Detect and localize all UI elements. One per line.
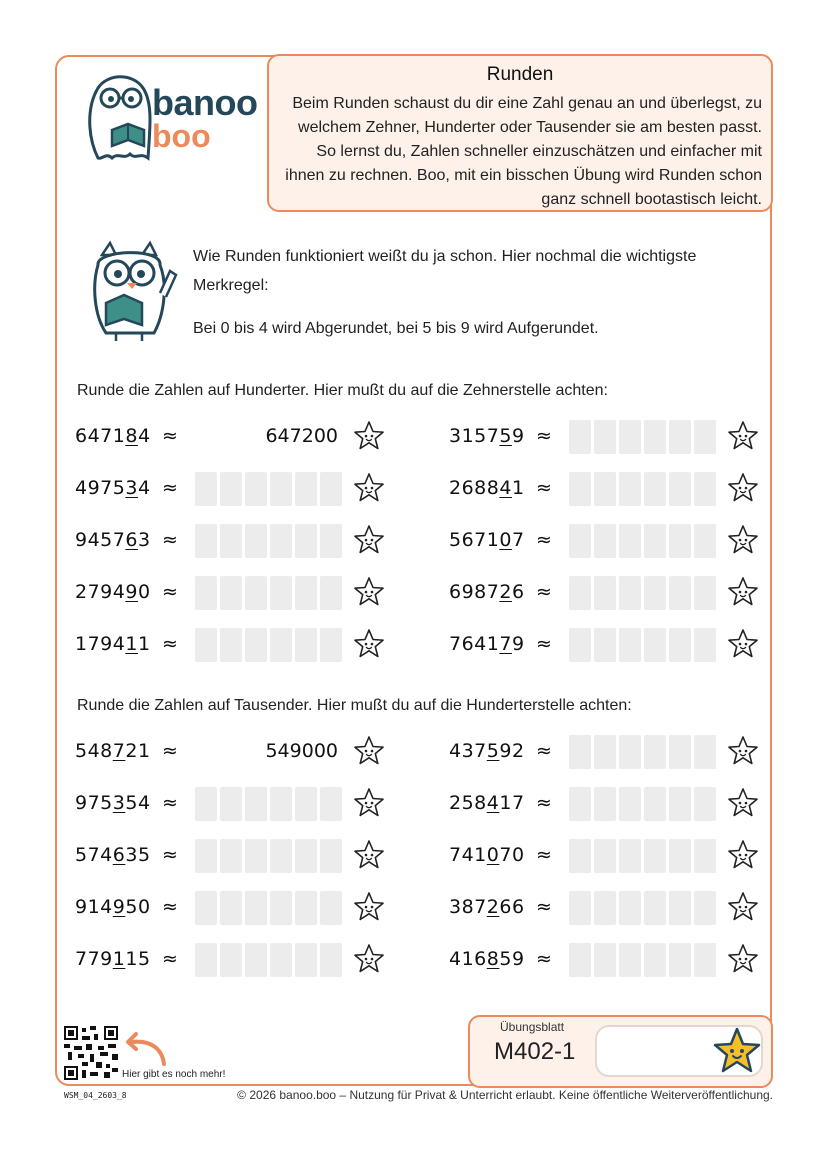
digit-box[interactable]	[644, 943, 666, 977]
digit-box[interactable]	[669, 472, 691, 506]
digit-box[interactable]	[245, 787, 267, 821]
digit-box[interactable]	[619, 787, 641, 821]
digit-box[interactable]	[619, 943, 641, 977]
digit-box[interactable]	[694, 576, 716, 610]
digit-box[interactable]	[569, 787, 591, 821]
star-check-icon[interactable]	[353, 943, 385, 975]
digit-box[interactable]	[669, 943, 691, 977]
digit-box[interactable]	[669, 420, 691, 454]
approx-sign: ≈	[162, 425, 178, 447]
digit-box[interactable]	[195, 628, 217, 662]
answer-digit-boxes[interactable]	[195, 943, 342, 977]
exercise-number	[449, 948, 525, 970]
number-suffix: 70	[499, 844, 525, 866]
exercise-number	[75, 425, 151, 447]
number-prefix: 5671	[449, 529, 500, 551]
digit-box[interactable]	[270, 576, 292, 610]
number-suffix: 1	[137, 633, 151, 655]
digit-box[interactable]	[619, 891, 641, 925]
digit-box[interactable]	[195, 943, 217, 977]
digit-box[interactable]	[270, 891, 292, 925]
section-title-hundreds: Runde die Zahlen auf Hunderter. Hier mußt du auf die Zehnerstelle achten:	[77, 382, 608, 399]
digit-box[interactable]	[220, 524, 242, 558]
number-suffix: 3	[137, 529, 151, 551]
digit-box[interactable]	[619, 420, 641, 454]
exercise-number	[75, 477, 151, 499]
number-marked-digit: 9	[125, 581, 138, 603]
exercise-number	[75, 581, 151, 603]
exercise-number	[449, 633, 525, 655]
digit-box[interactable]	[644, 628, 666, 662]
worksheet-title: Runden	[486, 64, 554, 85]
digit-box[interactable]	[245, 576, 267, 610]
digit-box[interactable]	[644, 891, 666, 925]
answer-digit-boxes[interactable]	[569, 943, 716, 977]
digit-box[interactable]	[619, 735, 641, 769]
digit-box[interactable]	[270, 628, 292, 662]
digit-box[interactable]	[669, 735, 691, 769]
number-suffix: 4	[137, 477, 151, 499]
digit-box[interactable]	[644, 420, 666, 454]
number-marked-digit: 6	[125, 529, 138, 551]
digit-box[interactable]	[320, 943, 342, 977]
owl-mascot-icon	[72, 235, 190, 347]
digit-box[interactable]	[619, 628, 641, 662]
digit-box[interactable]	[245, 524, 267, 558]
digit-box[interactable]	[320, 839, 342, 873]
number-suffix: 9	[511, 425, 525, 447]
number-marked-digit: 1	[112, 948, 126, 970]
digit-box[interactable]	[644, 839, 666, 873]
star-check-icon[interactable]	[727, 472, 759, 504]
digit-box[interactable]	[594, 524, 616, 558]
number-suffix: 59	[499, 948, 525, 970]
digit-box[interactable]	[694, 472, 716, 506]
number-marked-digit: 6	[112, 844, 126, 866]
approx-sign: ≈	[162, 581, 178, 603]
intro-box	[267, 54, 773, 212]
worksheet-code: WSM_04_2603_8	[64, 1091, 127, 1100]
star-check-icon[interactable]	[727, 420, 759, 452]
number-suffix: 6	[511, 581, 525, 603]
rule-text-1: Wie Runden funktioniert weißt du ja schon. Hier nochmal die wichtigste	[193, 248, 697, 265]
exercise-number	[75, 896, 151, 918]
digit-box[interactable]	[195, 472, 217, 506]
digit-box[interactable]	[669, 576, 691, 610]
digit-box[interactable]	[220, 839, 242, 873]
digit-box[interactable]	[669, 891, 691, 925]
example-answer: 647200	[265, 425, 338, 447]
number-marked-digit: 1	[125, 633, 138, 655]
digit-box[interactable]	[295, 576, 317, 610]
approx-sign: ≈	[536, 581, 552, 603]
answer-digit-boxes[interactable]	[195, 839, 342, 873]
answer-digit-boxes[interactable]	[195, 472, 342, 506]
digit-box[interactable]	[569, 891, 591, 925]
brand-word-banoo: banoo	[152, 82, 258, 123]
example-answer: 549000	[265, 740, 338, 762]
answer-digit-boxes[interactable]	[569, 420, 716, 454]
number-prefix: 548	[75, 740, 113, 762]
digit-box[interactable]	[220, 943, 242, 977]
digit-box[interactable]	[295, 943, 317, 977]
number-suffix: 50	[125, 896, 151, 918]
number-prefix: 975	[75, 792, 113, 814]
number-prefix: 7641	[449, 633, 500, 655]
rule-text-3: Bei 0 bis 4 wird Abgerundet, bei 5 bis 9 wird Aufgerundet.	[193, 320, 599, 337]
star-check-icon[interactable]	[727, 943, 759, 975]
approx-sign: ≈	[536, 740, 552, 762]
exercise-number	[449, 740, 525, 762]
digit-box[interactable]	[295, 472, 317, 506]
exercise-number	[449, 581, 525, 603]
number-prefix: 6471	[75, 425, 126, 447]
number-marked-digit: 7	[112, 740, 126, 762]
digit-box[interactable]	[320, 891, 342, 925]
number-suffix: 66	[499, 896, 525, 918]
digit-box[interactable]	[644, 735, 666, 769]
digit-box[interactable]	[320, 787, 342, 821]
approx-sign: ≈	[536, 633, 552, 655]
number-marked-digit: 2	[486, 896, 500, 918]
digit-box[interactable]	[245, 943, 267, 977]
star-check-icon[interactable]	[727, 891, 759, 923]
digit-box[interactable]	[569, 735, 591, 769]
digit-box[interactable]	[594, 943, 616, 977]
exercise-number	[75, 740, 151, 762]
star-check-icon[interactable]	[353, 839, 385, 871]
number-suffix: 15	[125, 948, 151, 970]
star-check-icon[interactable]	[353, 628, 385, 660]
approx-sign: ≈	[162, 633, 178, 655]
digit-box[interactable]	[195, 524, 217, 558]
curved-arrow-icon	[122, 1030, 170, 1070]
approx-sign: ≈	[162, 529, 178, 551]
digit-box[interactable]	[644, 576, 666, 610]
exercise-number	[75, 792, 151, 814]
star-check-icon[interactable]	[353, 576, 385, 608]
digit-box[interactable]	[270, 787, 292, 821]
approx-sign: ≈	[536, 896, 552, 918]
star-check-icon[interactable]	[353, 891, 385, 923]
digit-box[interactable]	[195, 787, 217, 821]
number-marked-digit: 8	[486, 948, 500, 970]
smiling-star-icon	[711, 1026, 763, 1076]
answer-digit-boxes[interactable]	[195, 628, 342, 662]
qr-note: Hier gibt es noch mehr!	[122, 1069, 226, 1080]
digit-box[interactable]	[694, 628, 716, 662]
answer-digit-boxes[interactable]	[569, 576, 716, 610]
number-marked-digit: 4	[486, 792, 500, 814]
digit-box[interactable]	[594, 576, 616, 610]
star-check-icon[interactable]	[353, 472, 385, 504]
digit-box[interactable]	[669, 839, 691, 873]
number-suffix: 9	[511, 633, 525, 655]
answer-digit-boxes[interactable]	[569, 891, 716, 925]
digit-box[interactable]	[220, 891, 242, 925]
number-prefix: 4975	[75, 477, 126, 499]
approx-sign: ≈	[536, 477, 552, 499]
approx-sign: ≈	[536, 529, 552, 551]
digit-box[interactable]	[195, 891, 217, 925]
star-check-icon[interactable]	[727, 576, 759, 608]
star-check-icon[interactable]	[353, 420, 385, 452]
digit-box[interactable]	[569, 420, 591, 454]
qr-code-icon[interactable]	[64, 1026, 118, 1080]
answer-digit-boxes[interactable]	[195, 787, 342, 821]
number-marked-digit: 7	[499, 633, 512, 655]
number-suffix: 54	[125, 792, 151, 814]
number-marked-digit: 3	[112, 792, 126, 814]
approx-sign: ≈	[162, 792, 178, 814]
digit-box[interactable]	[270, 524, 292, 558]
approx-sign: ≈	[162, 844, 178, 866]
number-prefix: 741	[449, 844, 487, 866]
star-check-icon[interactable]	[353, 735, 385, 767]
digit-box[interactable]	[220, 472, 242, 506]
number-suffix: 4	[137, 425, 151, 447]
digit-box[interactable]	[195, 839, 217, 873]
digit-box[interactable]	[245, 472, 267, 506]
digit-box[interactable]	[195, 576, 217, 610]
digit-box[interactable]	[594, 472, 616, 506]
answer-digit-boxes[interactable]	[569, 839, 716, 873]
number-prefix: 9457	[75, 529, 126, 551]
digit-box[interactable]	[694, 891, 716, 925]
number-marked-digit: 3	[125, 477, 138, 499]
star-check-icon[interactable]	[353, 524, 385, 556]
approx-sign: ≈	[536, 844, 552, 866]
digit-box[interactable]	[320, 576, 342, 610]
digit-box[interactable]	[644, 472, 666, 506]
digit-box[interactable]	[694, 524, 716, 558]
number-suffix: 35	[125, 844, 151, 866]
digit-box[interactable]	[694, 839, 716, 873]
number-prefix: 914	[75, 896, 113, 918]
digit-box[interactable]	[619, 472, 641, 506]
section-title-thousands: Runde die Zahlen auf Tausender. Hier mußt du auf die Hunderterstelle achten:	[77, 697, 632, 714]
number-prefix: 574	[75, 844, 113, 866]
digit-box[interactable]	[594, 735, 616, 769]
digit-box[interactable]	[669, 787, 691, 821]
number-marked-digit: 5	[499, 425, 512, 447]
exercise-number	[75, 844, 151, 866]
digit-box[interactable]	[295, 839, 317, 873]
digit-box[interactable]	[594, 891, 616, 925]
star-check-icon[interactable]	[353, 787, 385, 819]
digit-box[interactable]	[220, 628, 242, 662]
digit-box[interactable]	[644, 787, 666, 821]
number-marked-digit: 4	[499, 477, 512, 499]
rule-text-2: Merkregel:	[193, 277, 269, 294]
digit-box[interactable]	[594, 420, 616, 454]
digit-box[interactable]	[320, 628, 342, 662]
exercise-number	[449, 844, 525, 866]
digit-box[interactable]	[270, 943, 292, 977]
digit-box[interactable]	[644, 524, 666, 558]
star-check-icon[interactable]	[727, 735, 759, 767]
number-prefix: 416	[449, 948, 487, 970]
digit-box[interactable]	[619, 524, 641, 558]
answer-digit-boxes[interactable]	[195, 891, 342, 925]
sheet-label: Übungsblatt	[500, 1020, 565, 1034]
exercise-number	[75, 529, 151, 551]
exercise-number	[449, 896, 525, 918]
number-marked-digit: 0	[499, 529, 512, 551]
answer-digit-boxes[interactable]	[195, 576, 342, 610]
number-marked-digit: 8	[125, 425, 138, 447]
digit-box[interactable]	[694, 735, 716, 769]
digit-box[interactable]	[619, 839, 641, 873]
digit-box[interactable]	[694, 420, 716, 454]
digit-box[interactable]	[694, 787, 716, 821]
intro-text: Beim Runden schaust du dir eine Zahl genau an und überlegst, zu welchem Zehner, Hunderter oder Tausender sie am besten passt. So lernst du, Zahlen schneller einzuschätzen und einfacher mit ihnen zu rechnen. Boo, mit ein bisschen Übung wird Runden schon ganz schnell bootastisch leicht.	[285, 95, 762, 208]
answer-digit-boxes[interactable]	[569, 524, 716, 558]
digit-box[interactable]	[320, 524, 342, 558]
answer-digit-boxes[interactable]	[569, 472, 716, 506]
number-suffix: 1	[511, 477, 525, 499]
number-suffix: 21	[125, 740, 151, 762]
digit-box[interactable]	[295, 891, 317, 925]
answer-digit-boxes[interactable]	[195, 524, 342, 558]
digit-box[interactable]	[270, 472, 292, 506]
digit-box[interactable]	[619, 576, 641, 610]
number-prefix: 2794	[75, 581, 126, 603]
exercise-number	[75, 948, 151, 970]
digit-box[interactable]	[245, 628, 267, 662]
approx-sign: ≈	[536, 425, 552, 447]
digit-box[interactable]	[220, 576, 242, 610]
digit-box[interactable]	[295, 524, 317, 558]
approx-sign: ≈	[162, 896, 178, 918]
brand-word-boo: boo	[152, 118, 211, 154]
star-check-icon[interactable]	[727, 628, 759, 660]
number-prefix: 2688	[449, 477, 500, 499]
digit-box[interactable]	[320, 472, 342, 506]
digit-box[interactable]	[270, 839, 292, 873]
digit-box[interactable]	[569, 839, 591, 873]
digit-box[interactable]	[569, 628, 591, 662]
digit-box[interactable]	[295, 787, 317, 821]
number-prefix: 258	[449, 792, 487, 814]
digit-box[interactable]	[669, 524, 691, 558]
number-prefix: 779	[75, 948, 113, 970]
answer-digit-boxes[interactable]	[569, 787, 716, 821]
digit-box[interactable]	[669, 628, 691, 662]
copyright-note: © 2026 banoo.boo – Nutzung für Privat & Unterricht erlaubt. Keine öffentliche Weiterveröffentlichung.	[237, 1088, 773, 1102]
number-prefix: 437	[449, 740, 487, 762]
digit-box[interactable]	[594, 839, 616, 873]
digit-box[interactable]	[245, 891, 267, 925]
number-prefix: 387	[449, 896, 487, 918]
exercise-number	[449, 477, 525, 499]
digit-box[interactable]	[569, 524, 591, 558]
digit-box[interactable]	[569, 943, 591, 977]
star-check-icon[interactable]	[727, 524, 759, 556]
approx-sign: ≈	[536, 948, 552, 970]
digit-box[interactable]	[594, 628, 616, 662]
digit-box[interactable]	[245, 839, 267, 873]
number-prefix: 3157	[449, 425, 500, 447]
digit-box[interactable]	[694, 943, 716, 977]
number-suffix: 0	[137, 581, 151, 603]
number-suffix: 92	[499, 740, 525, 762]
exercise-number	[449, 425, 525, 447]
approx-sign: ≈	[162, 740, 178, 762]
number-marked-digit: 9	[112, 896, 126, 918]
star-check-icon[interactable]	[727, 839, 759, 871]
number-marked-digit: 2	[499, 581, 512, 603]
number-prefix: 1794	[75, 633, 126, 655]
number-suffix: 7	[511, 529, 525, 551]
digit-box[interactable]	[295, 628, 317, 662]
approx-sign: ≈	[536, 792, 552, 814]
exercise-number	[449, 792, 525, 814]
exercise-number	[75, 633, 151, 655]
answer-digit-boxes[interactable]	[569, 628, 716, 662]
number-suffix: 17	[499, 792, 525, 814]
digit-box[interactable]	[594, 787, 616, 821]
answer-digit-boxes[interactable]	[569, 735, 716, 769]
sheet-code: M402-1	[494, 1038, 576, 1065]
number-marked-digit: 5	[486, 740, 500, 762]
approx-sign: ≈	[162, 477, 178, 499]
digit-box[interactable]	[569, 576, 591, 610]
number-prefix: 6987	[449, 581, 500, 603]
star-check-icon[interactable]	[727, 787, 759, 819]
digit-box[interactable]	[569, 472, 591, 506]
number-marked-digit: 0	[486, 844, 500, 866]
approx-sign: ≈	[162, 948, 178, 970]
digit-box[interactable]	[220, 787, 242, 821]
exercise-number	[449, 529, 525, 551]
